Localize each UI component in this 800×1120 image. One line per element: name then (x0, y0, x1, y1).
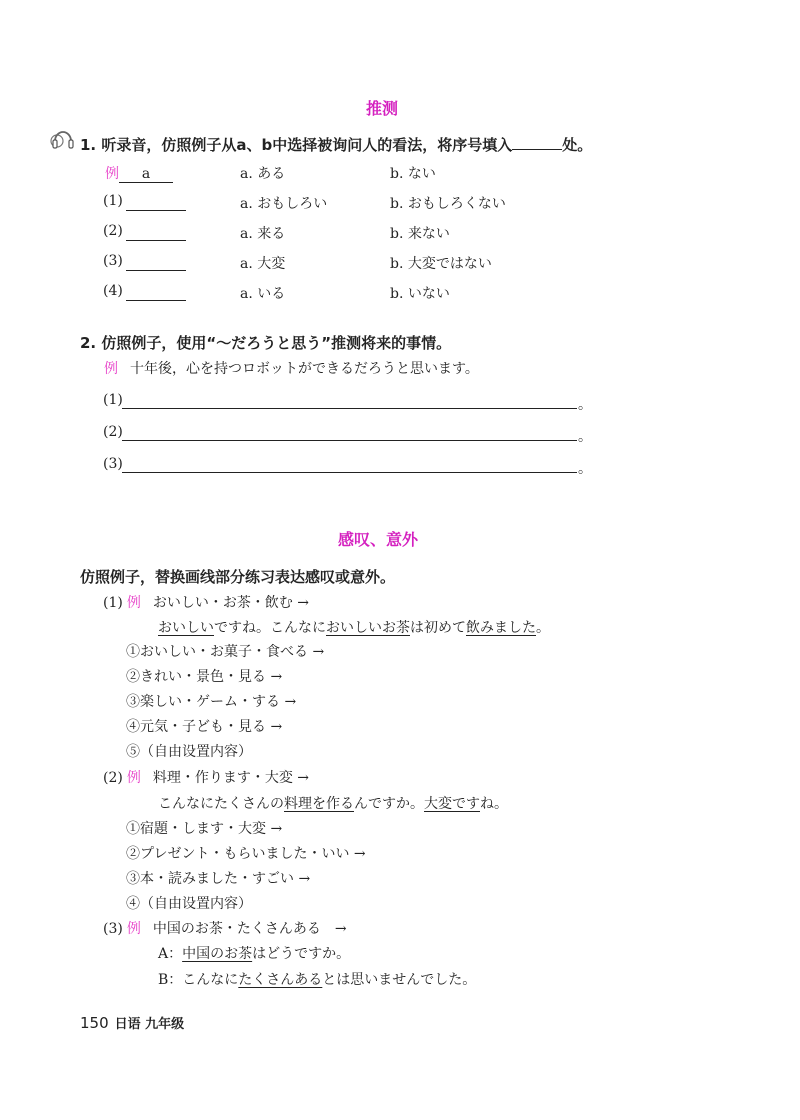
q1-answer-line (126, 240, 186, 241)
q2-num: (3) (103, 456, 123, 472)
example-label: 例 (105, 166, 119, 182)
q1-option-b: b. 大変ではない (390, 256, 492, 272)
underlined-text: 大変です (424, 796, 480, 812)
section-title-exclamation: 感叹、意外 (338, 530, 419, 549)
answer-text: ね。 (480, 796, 508, 812)
g3-dialog-a (158, 943, 350, 963)
q1-option-a: a. いる (240, 286, 286, 302)
q2-example-text: 十年後，心を持つロボットができるだろうと思います。 (130, 361, 479, 377)
example-label: 例 (126, 921, 141, 937)
g2-item: ②プレゼント・もらいました・いい → (126, 846, 366, 862)
q1-row-num: (1) (103, 193, 123, 209)
q1-example-row (105, 163, 173, 183)
q1-row-num: (2) (103, 223, 123, 239)
q1-row-num: (4) (103, 283, 123, 299)
headphones-icon (48, 127, 78, 155)
question-1-instruction (80, 134, 592, 155)
page-number: 150 (80, 1014, 109, 1032)
q2-num: (2) (103, 424, 123, 440)
q2-end-mark: 。 (578, 461, 592, 477)
underlined-text: 料理を作る (284, 796, 354, 812)
question-3-instruction: 仿照例子，替换画线部分练习表达感叹或意外。 (80, 568, 396, 586)
g3-example-row (103, 918, 347, 938)
page-footer (80, 1013, 184, 1032)
example-label: 例 (126, 770, 141, 786)
g2-model-answer (158, 793, 508, 813)
underlined-text: 飲みました (466, 620, 536, 636)
q2-end-mark: 。 (578, 429, 592, 445)
underlined-text: おいしいお茶 (326, 620, 410, 636)
answer-text: 。 (536, 620, 550, 636)
q2-answer-line (122, 472, 577, 473)
answer-text: こんなに (182, 972, 239, 988)
g1-prompt: おいしい・お茶・飲む → (152, 595, 310, 611)
g1-item: ④元気・子ども・見る → (126, 719, 283, 735)
q1-option-a: a. 来る (240, 226, 286, 242)
g2-num: (2) (103, 770, 123, 786)
answer-text: ですね。こんなに (214, 620, 326, 636)
example-answer (119, 166, 173, 183)
underlined-text: たくさんある (238, 972, 323, 988)
answer-text: は初めて (410, 620, 466, 636)
answer-text: とは思いませんでした。 (322, 972, 477, 988)
book-title: 日语 九年级 (114, 1017, 185, 1032)
example-label: 例 (104, 361, 118, 377)
q1-option-b: b. ない (390, 166, 436, 182)
g1-item: ②きれい・景色・見る → (126, 669, 283, 685)
g1-example-row (103, 592, 309, 612)
g3-dialog-b (158, 969, 476, 989)
answer-blank (512, 149, 562, 150)
g3-prompt: 中国のお茶・たくさんある → (152, 921, 347, 937)
question-1-tail: 处。 (562, 136, 593, 154)
q1-answer-line (126, 300, 186, 301)
q2-num: (1) (103, 392, 123, 408)
g2-item: ④（自由设置内容） (126, 896, 252, 912)
example-label: 例 (126, 595, 141, 611)
speaker-a-label: A： (158, 946, 183, 962)
q1-option-b: b. いない (390, 286, 450, 302)
section-title-guess: 推测 (366, 99, 399, 118)
question-2-instruction: 2. 仿照例子，使用“～だろうと思う”推测将来的事情。 (80, 334, 452, 352)
example-answer-text: a (141, 166, 151, 182)
g1-item: ③楽しい・ゲーム・する → (126, 694, 297, 710)
g1-model-answer (158, 617, 550, 637)
answer-text: んですか。 (354, 796, 424, 812)
q1-option-b: b. おもしろくない (390, 196, 506, 212)
g2-prompt: 料理・作ります・大変 → (152, 770, 310, 786)
q1-answer-line (126, 210, 186, 211)
g2-item: ①宿題・します・大変 → (126, 821, 283, 837)
q2-answer-line (122, 408, 577, 409)
answer-text: こんなにたくさんの (158, 796, 284, 812)
question-1-text: 1. 听录音，仿照例子从a、b中选择被询问人的看法，将序号填入 (80, 136, 513, 154)
q2-end-mark: 。 (578, 397, 592, 413)
q1-option-a: a. ある (240, 166, 286, 182)
q2-example-row (104, 358, 479, 378)
g2-example-row (103, 767, 309, 787)
q1-row-num: (3) (103, 253, 123, 269)
g3-num: (3) (103, 921, 123, 937)
speaker-b-label: B： (158, 972, 183, 988)
g1-num: (1) (103, 595, 123, 611)
underlined-text: 中国のお茶 (182, 946, 253, 962)
underlined-text: おいしい (158, 620, 214, 636)
q2-answer-line (122, 440, 577, 441)
answer-text: はどうですか。 (252, 946, 351, 962)
q1-option-a: a. 大変 (240, 256, 286, 272)
g1-item: ①おいしい・お菓子・食べる → (126, 644, 325, 660)
q1-option-a: a. おもしろい (240, 196, 328, 212)
q1-option-b: b. 来ない (390, 226, 450, 242)
q1-answer-line (126, 270, 186, 271)
g1-item: ⑤（自由设置内容） (126, 744, 252, 760)
g2-item: ③本・読みました・すごい → (126, 871, 311, 887)
